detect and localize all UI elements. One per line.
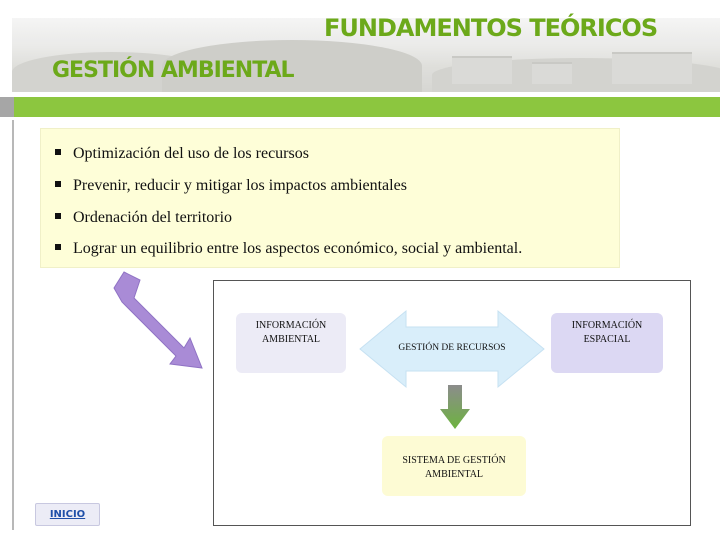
bullet-item xyxy=(55,145,309,163)
page-title: FUNDAMENTOS TEÓRICOS xyxy=(324,14,658,42)
bullet-text: Prevenir, reducir y mitigar los impactos ambientales xyxy=(73,177,407,194)
bullet-item xyxy=(55,209,232,227)
bullet-item xyxy=(55,177,407,195)
inicio-button[interactable]: INICIO xyxy=(35,503,100,526)
elbow-arrow-icon xyxy=(110,268,220,380)
header-band-green xyxy=(14,97,720,117)
diagram-panel xyxy=(213,280,691,526)
sistema-gestion-node: SISTEMA DE GESTIÓN AMBIENTAL xyxy=(382,436,526,496)
header-banner xyxy=(0,0,720,92)
down-arrow-icon xyxy=(440,385,470,429)
left-divider xyxy=(12,120,14,530)
header-band-left xyxy=(0,97,14,117)
gestion-recursos-label: GESTIÓN DE RECURSOS xyxy=(398,343,506,353)
bullet-text: Lograr un equilibrio entre los aspectos económico, social y ambiental. xyxy=(73,240,523,257)
bullet-item xyxy=(55,240,522,258)
section-title: GESTIÓN AMBIENTAL xyxy=(52,58,294,83)
informacion-espacial-node: INFORMACIÓN ESPACIAL xyxy=(551,313,663,373)
bullet-list xyxy=(40,128,620,268)
bullet-text: Optimización del uso de los recursos xyxy=(73,145,309,162)
informacion-ambiental-node: INFORMACIÓN AMBIENTAL xyxy=(236,313,346,373)
bullet-text: Ordenación del territorio xyxy=(73,209,233,226)
